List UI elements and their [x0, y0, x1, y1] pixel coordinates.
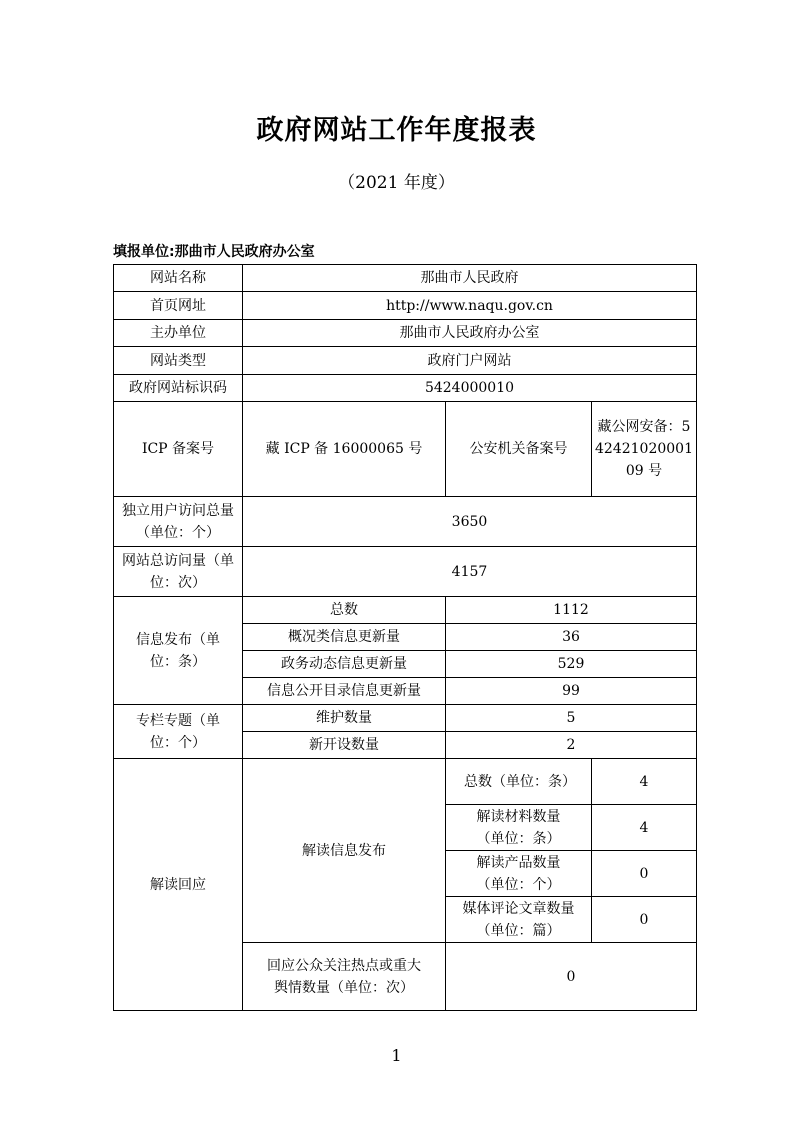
pv-label: 网站总访问量（单位：次） — [114, 547, 243, 597]
interpret-response-label: 回应公众关注热点或重大舆情数量（单位：次） — [243, 943, 446, 1011]
interpret-product-value: 0 — [592, 851, 697, 897]
icp-value: 藏 ICP 备 16000065 号 — [243, 402, 446, 497]
table-row — [114, 292, 697, 320]
page-number: 1 — [391, 1046, 402, 1065]
table-row — [114, 265, 697, 292]
interpret-label: 解读回应 — [114, 759, 243, 1011]
info-total-value: 1112 — [446, 597, 697, 624]
interpret-product-label: 解读产品数量（单位：个） — [446, 851, 592, 897]
table-row — [114, 375, 697, 402]
interpret-media-value: 0 — [592, 897, 697, 943]
interpret-media-label: 媒体评论文章数量（单位：篇） — [446, 897, 592, 943]
site-id-label: 政府网站标识码 — [114, 375, 243, 402]
sponsor-label: 主办单位 — [114, 320, 243, 347]
filing-unit: 填报单位:那曲市人民政府办公室 — [113, 244, 315, 260]
police-label: 公安机关备案号 — [446, 402, 592, 497]
table-row — [114, 547, 697, 597]
info-overview-label: 概况类信息更新量 — [243, 624, 446, 651]
homepage-value: http://www.naqu.gov.cn — [243, 292, 697, 320]
report-table — [113, 264, 697, 1011]
uv-value: 3650 — [243, 497, 697, 547]
table-row — [114, 320, 697, 347]
icp-label: ICP 备案号 — [114, 402, 243, 497]
site-type-value: 政府门户网站 — [243, 347, 697, 375]
report-year: （2021 年度） — [338, 173, 455, 193]
police-value: 藏公网安备：54242102000109 号 — [592, 402, 697, 497]
table-row — [114, 705, 697, 732]
uv-label: 独立用户访问总量（单位：个） — [114, 497, 243, 547]
info-catalog-value: 99 — [446, 678, 697, 705]
table-row — [114, 597, 697, 624]
interpret-total-label: 总数（单位：条） — [446, 759, 592, 805]
interpret-publish-label: 解读信息发布 — [243, 759, 446, 943]
columns-maintain-value: 5 — [446, 705, 697, 732]
columns-label: 专栏专题（单位：个） — [114, 705, 243, 759]
columns-maintain-label: 维护数量 — [243, 705, 446, 732]
info-catalog-label: 信息公开目录信息更新量 — [243, 678, 446, 705]
info-total-label: 总数 — [243, 597, 446, 624]
site-id-value: 5424000010 — [243, 375, 697, 402]
columns-new-label: 新开设数量 — [243, 732, 446, 759]
homepage-label: 首页网址 — [114, 292, 243, 320]
info-overview-value: 36 — [446, 624, 697, 651]
info-release-label: 信息发布（单位：条） — [114, 597, 243, 705]
sponsor-value: 那曲市人民政府办公室 — [243, 320, 697, 347]
table-row — [114, 402, 697, 497]
pv-value: 4157 — [243, 547, 697, 597]
table-row — [114, 759, 697, 805]
columns-new-value: 2 — [446, 732, 697, 759]
interpret-response-value: 0 — [446, 943, 697, 1011]
info-affairs-value: 529 — [446, 651, 697, 678]
info-affairs-label: 政务动态信息更新量 — [243, 651, 446, 678]
interpret-material-value: 4 — [592, 805, 697, 851]
page-title: 政府网站工作年度报表 — [256, 115, 537, 146]
table-row — [114, 497, 697, 547]
interpret-material-label: 解读材料数量（单位：条） — [446, 805, 592, 851]
site-type-label: 网站类型 — [114, 347, 243, 375]
site-name-label: 网站名称 — [114, 265, 243, 292]
table-row — [114, 347, 697, 375]
site-name-value: 那曲市人民政府 — [243, 265, 697, 292]
interpret-total-value: 4 — [592, 759, 697, 805]
